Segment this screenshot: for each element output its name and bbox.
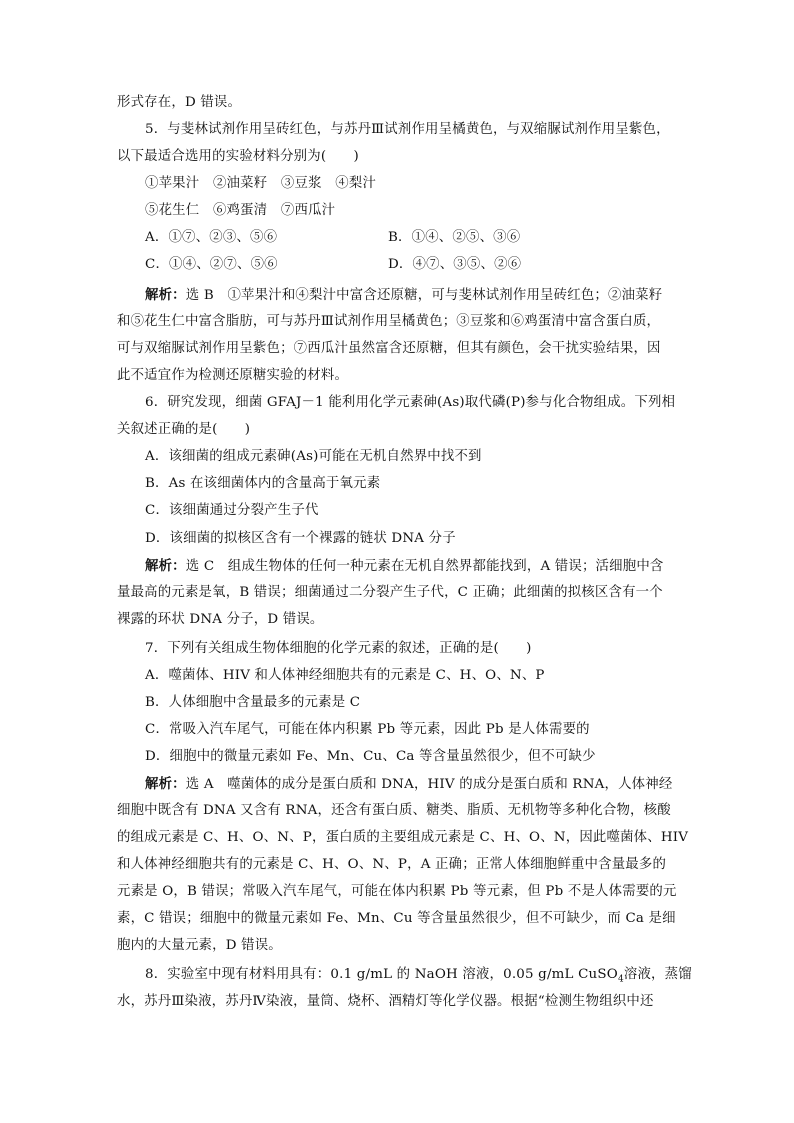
q5-options-row-2 <box>145 256 679 274</box>
continuation-text: 形式存在，D 错误。 <box>117 95 242 110</box>
q5-option-a: A．①⑦、②③、⑤⑥ <box>145 230 278 245</box>
q6-option-d: D．该细菌的拟核区含有一个裸露的链状 DNA 分子 <box>145 531 456 546</box>
q8-subscript: 4 <box>617 974 624 985</box>
q5-options-row-1 <box>145 229 679 247</box>
q7-option-d: D．细胞中的微量元素如 Fe、Mn、Cu、Ca 等含量虽然很少，但不可缺少 <box>145 749 596 764</box>
q7-analysis-line-5: 元素是 O，B 错误；常吸入汽车尾气，可能在体内积累 Pb 等元素，但 Pb 不是人体需要的元 <box>117 884 677 899</box>
q7-analysis-line-2: 细胞中既含有 DNA 又含有 RNA，还含有蛋白质、糖类、脂质、无机物等多种化合物，核酸 <box>117 803 671 818</box>
q7-analysis-line-4: 和人体神经细胞共有的元素是 C、H、O、N、P，A 正确；正常人体细胞鲜重中含量最多的 <box>117 857 667 872</box>
q5-materials-line-1: ①苹果汁 ②油菜籽 ③豆浆 ④梨汁 <box>145 176 377 191</box>
q6-option-a: A．该细菌的组成元素砷(As)可能在无机自然界中找不到 <box>145 449 482 464</box>
q5-analysis-line-2: 和⑤花生仁中富含脂肪，可与苏丹Ⅲ试剂作用呈橘黄色；③豆浆和⑥鸡蛋清中富含蛋白质， <box>117 314 661 329</box>
q5-analysis-label: 解析： <box>145 287 186 303</box>
q6-analysis-line-3: 裸露的环状 DNA 分子，D 错误。 <box>117 612 324 627</box>
q5-analysis-line-4: 此不适宜作为检测还原糖实验的材料。 <box>117 368 349 383</box>
q5-stem-line-2: 以下最适合选用的实验材料分别为( ) <box>117 149 359 164</box>
q7-analysis-line-6: 素，C 错误；细胞中的微量元素如 Fe、Mn、Cu 等含量虽然很少，但不可缺少，而 Ca 是细 <box>117 911 676 926</box>
q5-materials-line-2: ⑤花生仁 ⑥鸡蛋清 ⑦西瓜汁 <box>145 203 336 218</box>
q7-analysis-label: 解析： <box>145 776 186 792</box>
q5-option-c: C．①④、②⑦、⑤⑥ <box>145 257 278 272</box>
q7-option-a: A．噬菌体、HIV 和人体神经细胞共有的元素是 C、H、O、N、P <box>145 668 545 683</box>
q8-stem-line-1 <box>145 966 707 984</box>
q6-option-c: C．该细菌通过分裂产生子代 <box>145 503 319 518</box>
q6-analysis-line-2: 量最高的元素是氧，B 错误；细菌通过二分裂产生子代，C 正确；此细菌的拟核区含有一个 <box>117 585 663 600</box>
q6-analysis-text-1: 选 C 组成生物体的任何一种元素在无机自然界都能找到，A 错误；活细胞中含 <box>185 559 664 574</box>
q5-analysis-line-3: 可与双缩脲试剂作用呈紫色；⑦西瓜汁虽然富含还原糖，但其有颜色，会干扰实验结果，因 <box>117 341 661 356</box>
q7-analysis-text-1: 选 A 噬菌体的成分是蛋白质和 DNA，HIV 的成分是蛋白质和 RNA，人体神经 <box>185 777 673 792</box>
q7-analysis-line-1 <box>145 775 707 794</box>
q5-stem-line-1: 5．与斐林试剂作用呈砖红色，与苏丹Ⅲ试剂作用呈橘黄色，与双缩脲试剂作用呈紫色， <box>145 122 670 137</box>
q7-option-c: C．常吸入汽车尾气，可能在体内积累 Pb 等元素，因此 Pb 是人体需要的 <box>145 722 590 737</box>
q5-option-b: B．①④、②⑤、③⑥ <box>388 230 521 245</box>
q6-option-b: B．As 在该细菌体内的含量高于氧元素 <box>145 476 381 491</box>
q8-stem-text-b: 溶液，蒸馏 <box>623 967 692 982</box>
q7-analysis-line-7: 胞内的大量元素，D 错误。 <box>117 938 282 953</box>
q6-analysis-label: 解析： <box>145 558 186 574</box>
q5-analysis-text-1: 选 B ①苹果汁和④梨汁中富含还原糖，可与斐林试剂作用呈砖红色；②油菜籽 <box>185 288 663 303</box>
q5-option-d: D．④⑦、③⑤、②⑥ <box>388 257 522 272</box>
q8-stem-text-a: 8．实验室中现有材料用具有：0.1 g/mL 的 NaOH 溶液，0.05 g/mL CuSO <box>145 967 618 982</box>
q7-stem-line-1: 7．下列有关组成生物体细胞的化学元素的叙述，正确的是( ) <box>145 641 532 656</box>
q6-stem-line-2: 关叙述正确的是( ) <box>117 422 251 437</box>
q7-option-b: B．人体细胞中含量最多的元素是 C <box>145 695 361 710</box>
q5-analysis-line-1 <box>145 286 707 305</box>
q8-stem-line-2: 水，苏丹Ⅲ染液，苏丹Ⅳ染液，量筒、烧杯、酒精灯等化学仪器。根据“检测生物组织中还 <box>117 994 654 1009</box>
q6-analysis-line-1 <box>145 557 707 576</box>
q6-stem-line-1: 6．研究发现，细菌 GFAJ－1 能利用化学元素砷(As)取代磷(P)参与化合物组成。下列相 <box>145 395 676 410</box>
q7-analysis-line-3: 的组成元素是 C、H、O、N、P，蛋白质的主要组成元素是 C、H、O、N，因此噬菌体、HIV <box>117 830 689 845</box>
